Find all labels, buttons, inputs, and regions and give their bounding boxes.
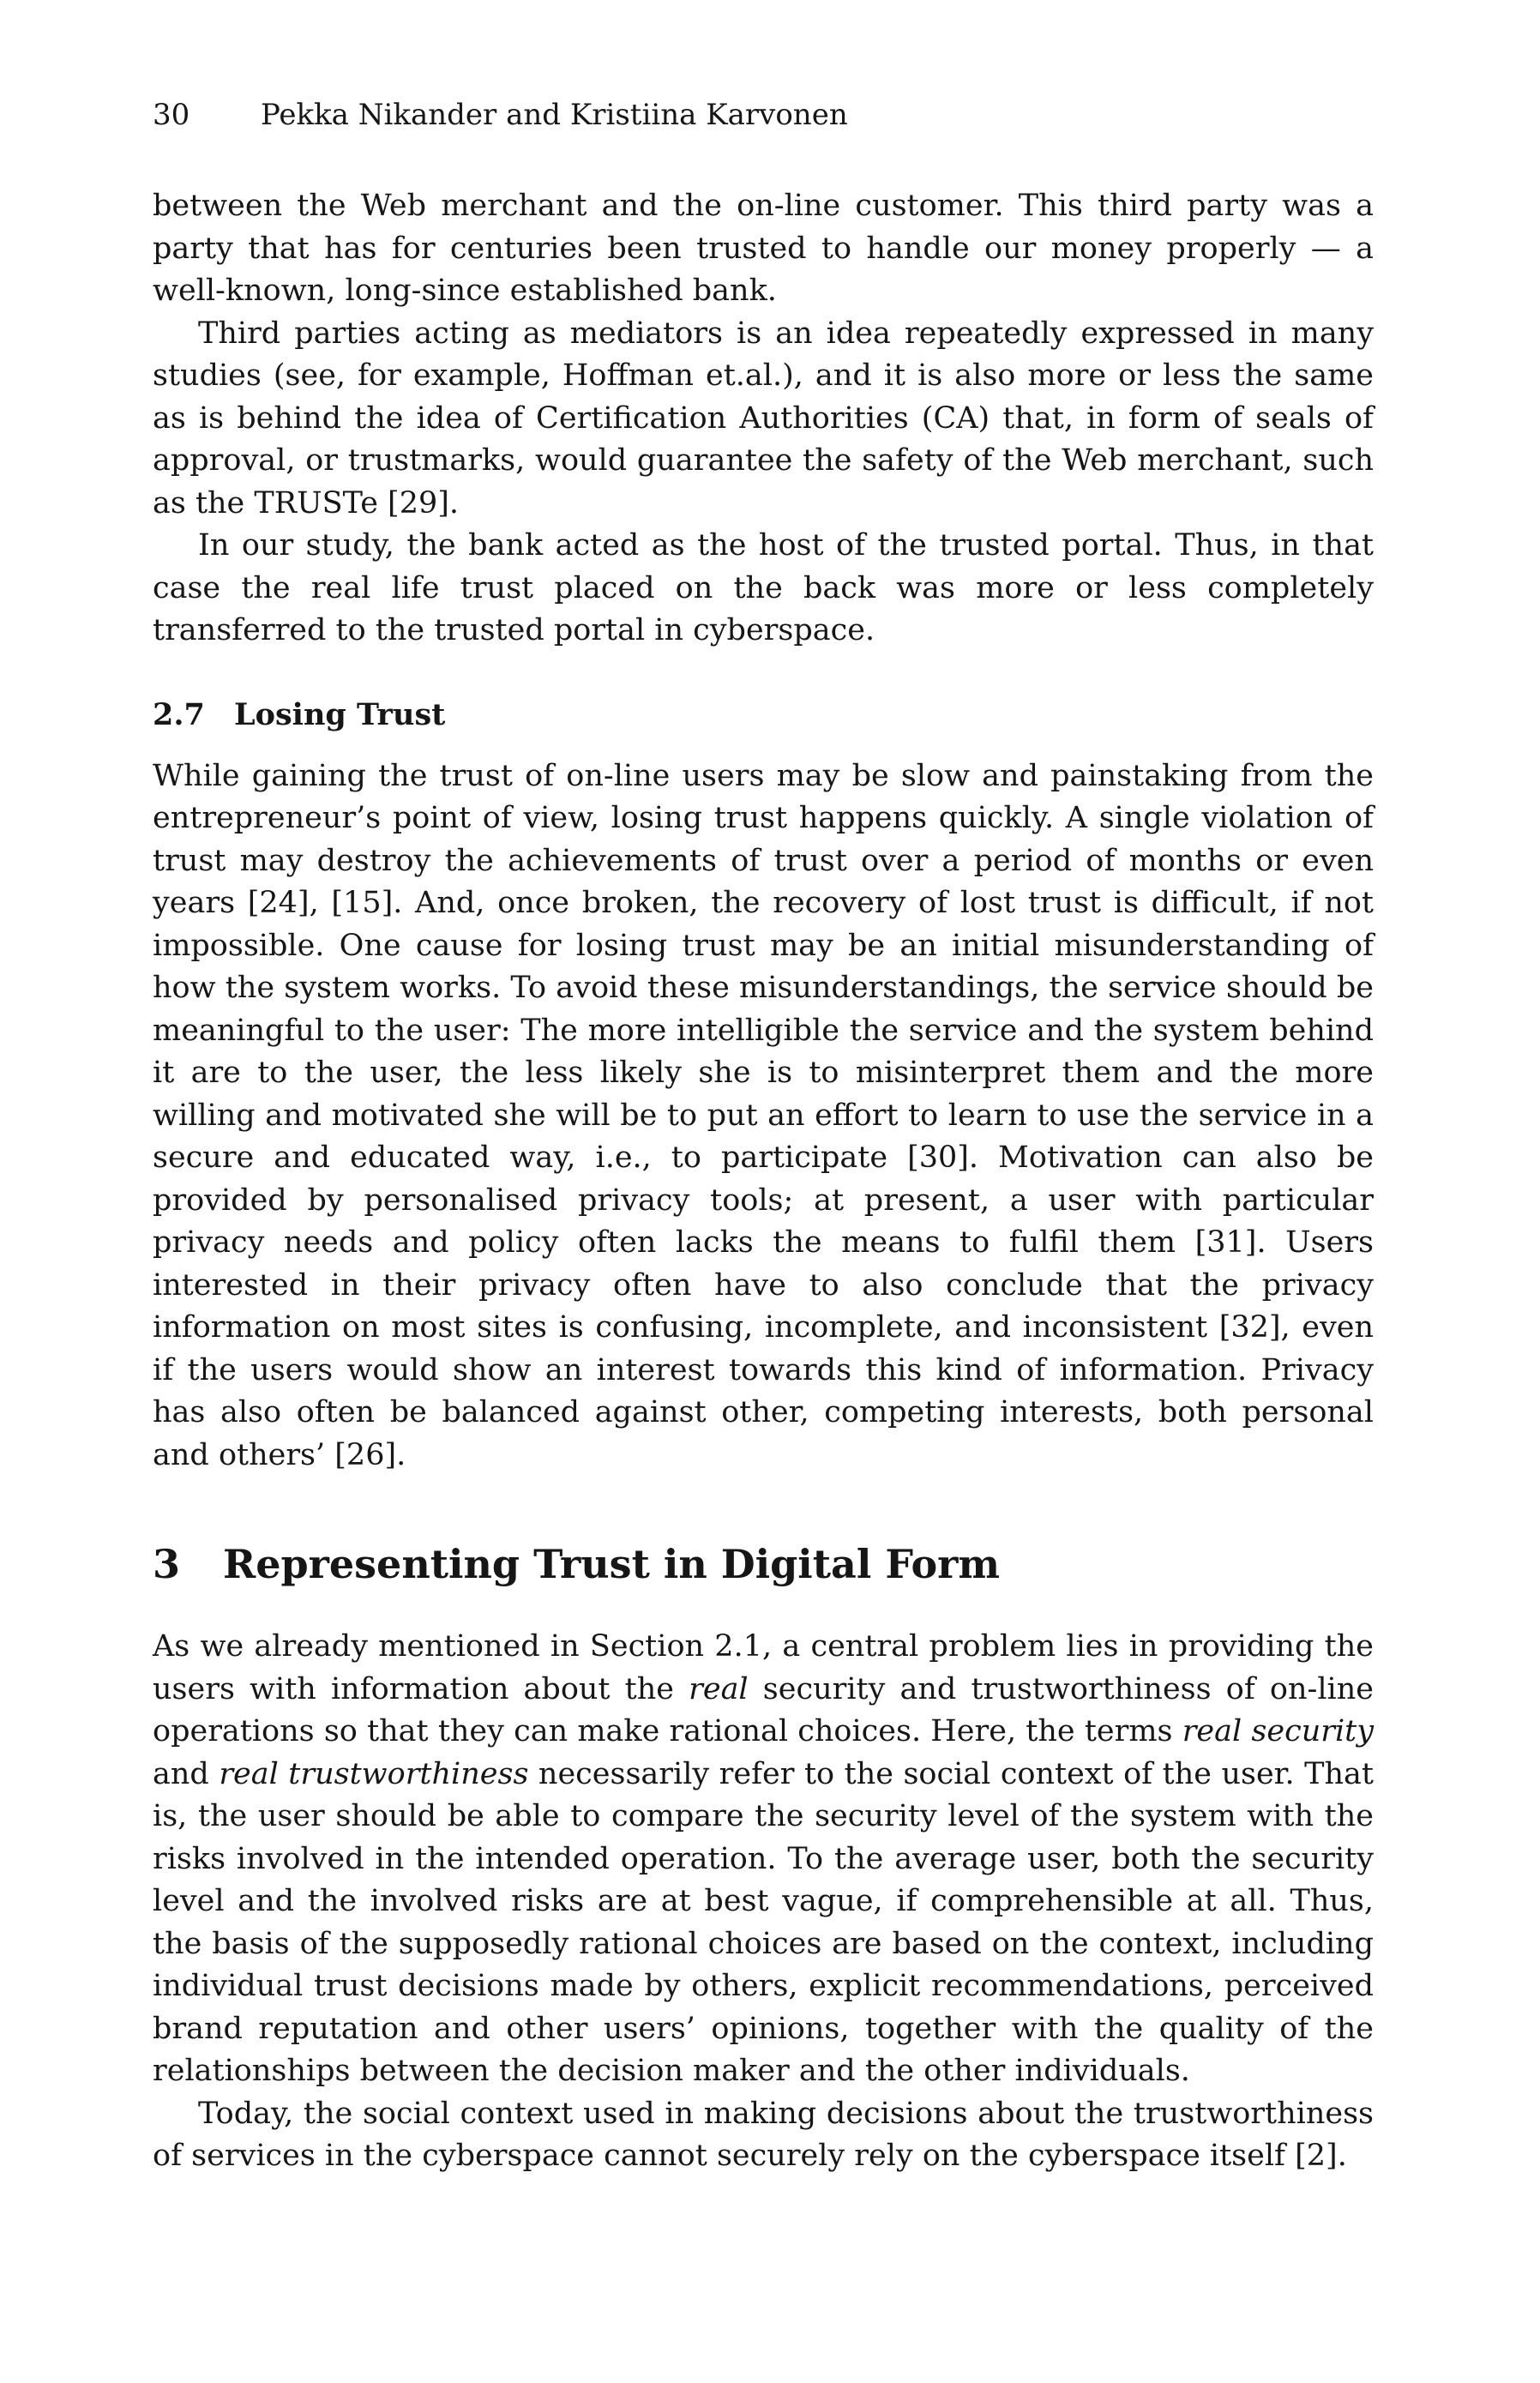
subsection-title: Losing Trust — [234, 696, 446, 732]
text-run: and — [153, 1756, 220, 1791]
page — [153, 96, 1374, 2178]
paragraph: Today, the social context used in making decisions about the trustworthiness of services in the cyberspace cannot securely rely on the cyberspace itself [2]. — [153, 2096, 1374, 2173]
running-head-authors: Pekka Nikander and Kristiina Karvonen — [261, 98, 848, 132]
text-run: necessarily refer to the social context of the user. That is, the user should be able to compare the security level of the system with the risks involved in the intended operation. To the average user, both the security level and the involved risks are at best vague, if comprehensible at all. Thus, the basis of the supposedly rational choices are based on the context, including individual trust decisions made by others, explicit recommendations, perceived brand reputation and other users’ opinions, together with the quality of the relationships between the decision maker and the other individuals. — [153, 1756, 1374, 2088]
body-text — [153, 185, 1374, 2178]
emphasis: real trustworthiness — [219, 1756, 529, 1791]
paragraph: While gaining the trust of on-line users may be slow and painstaking from the entrepreneur’s point of view, losing trust happens quickly. A single violation of trust may destroy the achievements of trust over a period of months or even years [24], [15]. And, once broken, the recovery of lost trust is difficult, if not impossible. One cause for losing trust may be an initial misunderstanding of how the system works. To avoid these misunderstandings, the service should be meaningful to the user: The more intelligible the service and the system behind it are to the user, the less likely she is to misinterpret them and the more willing and motivated she will be to put an effort to learn to use the service in a secure and educated way, i.e., to participate [30]. Motivation can also be provided by personalised privacy tools; at present, a user with particular privacy needs and policy often lacks the means to fulfil them [31]. Users interested in their privacy often have to also conclude that the privacy information on most sites is confusing, incomplete, and inconsistent [32], even if the users would show an interest towards this kind of information. Privacy has also often be balanced against other, competing interests, both personal and others’ [26]. — [153, 758, 1374, 1472]
section-number: 3 — [153, 1541, 181, 1587]
text-run: As we already mentioned in Section 2.1, a central problem lies in providing the users with information about the — [153, 1629, 1374, 1706]
section-title: Representing Trust in Digital Form — [223, 1541, 1001, 1587]
paragraph: In our study, the bank acted as the host of the trusted portal. Thus, in that case the real life trust placed on the back was more or less completely transferred to the trusted portal in cyberspace. — [153, 528, 1374, 647]
running-head — [153, 96, 1374, 134]
subsection-number: 2.7 — [153, 696, 205, 732]
paragraph: between the Web merchant and the on-line customer. This third party was a party that has for centuries been trusted to handle our money properly — a well-known, long-since established bank. — [153, 189, 1374, 308]
subsection-heading — [153, 694, 1374, 737]
page-number: 30 — [153, 98, 190, 132]
emphasis: real — [689, 1671, 749, 1706]
paragraph — [153, 1626, 1374, 2093]
section-heading — [153, 1538, 1374, 1590]
paragraph: Third parties acting as mediators is an idea repeatedly expressed in many studies (see, for example, Hoffman et.al.), and it is also more or less the same as is behind the idea of Certification Authorities (CA) that, in form of seals of approval, or trustmarks, would guarantee the safety of the Web merchant, such as the TRUSTe [29]. — [153, 316, 1374, 521]
emphasis: real security — [1182, 1714, 1374, 1748]
text-run: security and trustworthiness of on-line operations so that they can make rational choices. Here, the terms — [153, 1671, 1375, 1748]
